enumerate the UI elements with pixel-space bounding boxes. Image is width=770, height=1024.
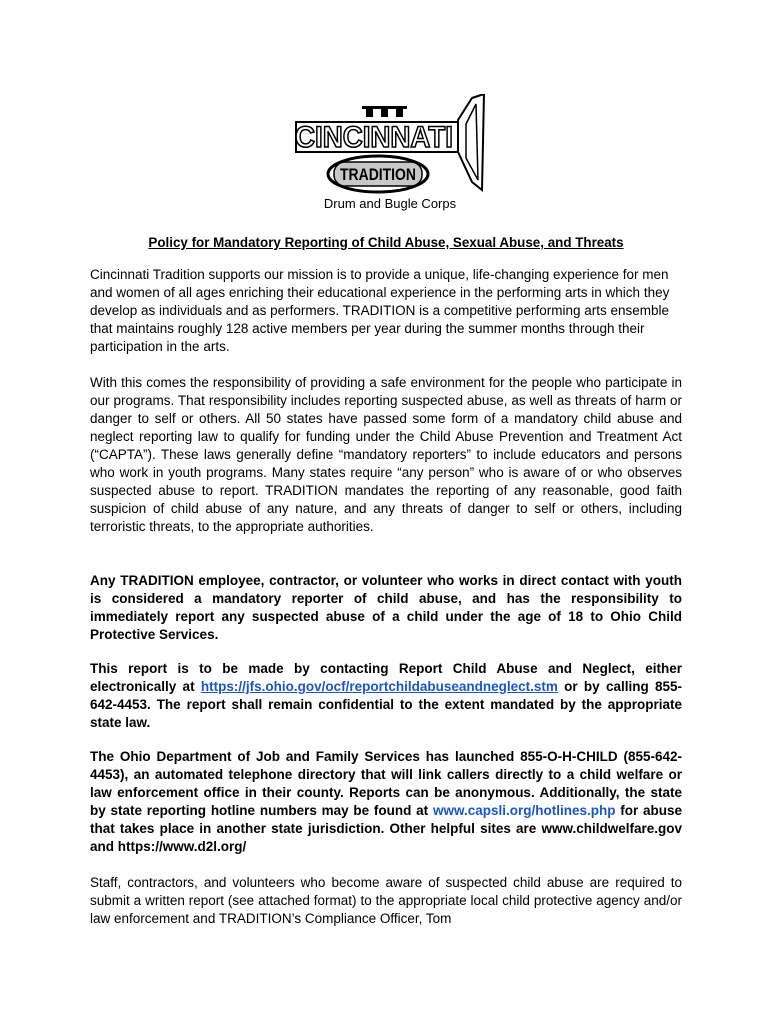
report-abuse-link[interactable]: https://jfs.ohio.gov/ocf/reportchildabuseandneglect.stm <box>200 679 558 694</box>
hotline-text-after: for abuse that takes place in another state jurisdiction. Other helpful sites are www.childwelfare.gov and https://www.d2l.org/ <box>90 803 682 854</box>
cincinnati-tradition-logo <box>288 94 488 214</box>
policy-title: Policy for Mandatory Reporting of Child Abuse, Sexual Abuse, and Threats <box>148 235 624 250</box>
hotline-text-before: The Ohio Department of Job and Family Services has launched 855-O-H-CHILD (855-642-4453), an automated telephone directory that will link callers directly to a child welfare or law enforcement office in their county. Reports can be anonymous. Additionally, the state by state reporting hotline numbers may be found at <box>90 749 682 818</box>
capsli-hotlines-link[interactable]: www.capsli.org/hotlines.php <box>432 803 616 818</box>
paragraph-mandatory-reporter: Any TRADITION employee, contractor, or volunteer who works in direct contact with youth is considered a mandatory reporter of child abuse, and has the responsibility to immediately report any suspected abuse of a child under the age of 18 to Ohio Child Protective Services. <box>90 573 682 642</box>
bugle-horn-icon <box>458 94 484 190</box>
bugle-bells-icon <box>362 106 407 117</box>
paragraph-written-report: Staff, contractors, and volunteers who become aware of suspected child abuse are required to submit a written report (see attached format) to the appropriate local child protective agency and/or law enforcement and TRADITION’s Compliance Officer, Tom <box>90 875 682 926</box>
svg-text:TRADITION: TRADITION <box>340 165 416 184</box>
report-text-after: or by calling 855-642-4453. The report shall remain confidential to the extent mandated by the appropriate state law. <box>90 679 682 730</box>
paragraph-responsibility: With this comes the responsibility of providing a safe environment for the people who participate in our programs. That responsibility includes reporting suspected abuse, as well as threats of harm or danger to self or others. All 50 states have passed some form of a mandatory child abuse and neglect reporting law to qualify for funding under the Child Abuse Prevention and Treatment Act (“CAPTA”). These laws generally define “mandatory reporters” to include educators and persons who work in youth programs. Many states require “any person” who is aware of or who observes suspected abuse to report. TRADITION mandates the reporting of any reasonable, good faith suspicion of child abuse of any nature, and any threats of danger to self or others, including terroristic threats, to the appropriate authorities. <box>90 375 682 534</box>
paragraph-hotline <box>90 748 682 856</box>
paragraph-how-to-report <box>90 660 682 732</box>
report-text-before: This report is to be made by contacting Report Child Abuse and Neglect, either electronically at <box>90 661 682 694</box>
paragraph-mission: Cincinnati Tradition supports our mission is to provide a unique, life-changing experience for men and women of all ages enriching their educational experience in the performing arts in which they develop as individuals and as performers. TRADITION is a competitive performing arts ensemble that maintains roughly 128 active members per year during the summer months through their participation in the arts. <box>90 267 670 354</box>
svg-text:CINCINNATI: CINCINNATI <box>295 121 453 154</box>
svg-text:Drum and Bugle Corps: Drum and Bugle Corps <box>323 196 457 211</box>
